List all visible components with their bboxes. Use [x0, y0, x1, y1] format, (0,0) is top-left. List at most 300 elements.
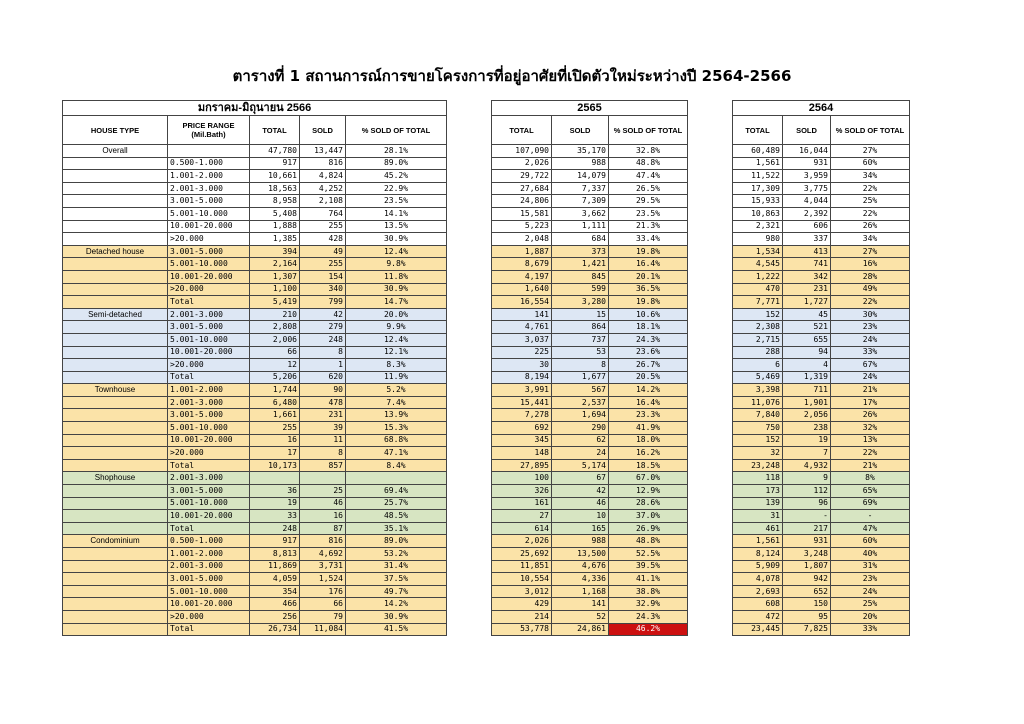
- table-row: [492, 510, 688, 523]
- cell-pct-sold: 30.9%: [346, 610, 447, 623]
- cell-total: 27,684: [492, 182, 552, 195]
- cell-total: 248: [250, 522, 300, 535]
- table-row: [63, 598, 447, 611]
- cell-sold: 42: [552, 485, 609, 498]
- cell-sold: 231: [783, 283, 831, 296]
- cell-total: 917: [250, 157, 300, 170]
- cell-pct-sold: 8.4%: [346, 459, 447, 472]
- table-row: [63, 333, 447, 346]
- cell-pct-sold: 33%: [831, 346, 910, 359]
- cell-sold: 1,807: [783, 560, 831, 573]
- cell-pct-sold: 26.7%: [609, 359, 688, 372]
- cell-pct-sold: 60%: [831, 157, 910, 170]
- cell-sold: 816: [300, 535, 346, 548]
- cell-pct-sold: 28.6%: [609, 497, 688, 510]
- cell-sold: 11: [300, 434, 346, 447]
- cell-sold: 10: [552, 510, 609, 523]
- cell-sold: 2,392: [783, 207, 831, 220]
- cell-sold: 9: [783, 472, 831, 485]
- cell-sold: 931: [783, 535, 831, 548]
- table-row: [492, 308, 688, 321]
- cell-total: 11,076: [733, 396, 783, 409]
- cell-total: 1,561: [733, 535, 783, 548]
- cell-sold: 66: [300, 598, 346, 611]
- col-header-pct-sold: % SOLD OF TOTAL: [831, 116, 910, 145]
- cell-pct-sold: 29.5%: [609, 195, 688, 208]
- cell-sold: 79: [300, 610, 346, 623]
- table-row: [492, 459, 688, 472]
- cell-total: 255: [250, 422, 300, 435]
- cell-sold: 62: [552, 434, 609, 447]
- cell-house-type: [63, 497, 168, 510]
- cell-house-type: [63, 409, 168, 422]
- table-row: [492, 396, 688, 409]
- panel-caption: 2564: [733, 101, 910, 116]
- cell-sold: 931: [783, 157, 831, 170]
- table-row: [492, 522, 688, 535]
- cell-total: 1,385: [250, 233, 300, 246]
- cell-house-type: [63, 510, 168, 523]
- cell-sold: 1,421: [552, 258, 609, 271]
- cell-total: 10,173: [250, 459, 300, 472]
- cell-total: 5,419: [250, 296, 300, 309]
- cell-sold: 87: [300, 522, 346, 535]
- cell-pct-sold: 52.5%: [609, 548, 688, 561]
- cell-sold: 373: [552, 245, 609, 258]
- cell-total: 4,545: [733, 258, 783, 271]
- col-header-house-type: HOUSE TYPE: [63, 116, 168, 145]
- cell-pct-sold: 32%: [831, 422, 910, 435]
- cell-total: 1,661: [250, 409, 300, 422]
- cell-sold: 46: [300, 497, 346, 510]
- table-row: [733, 321, 910, 334]
- table-row: [63, 182, 447, 195]
- table-row: [492, 157, 688, 170]
- cell-sold: 857: [300, 459, 346, 472]
- cell-sold: 4: [783, 359, 831, 372]
- cell-total: 118: [733, 472, 783, 485]
- cell-total: 345: [492, 434, 552, 447]
- cell-sold: 7,337: [552, 182, 609, 195]
- cell-pct-sold: 13.5%: [346, 220, 447, 233]
- table-row: [63, 195, 447, 208]
- table-row: [733, 308, 910, 321]
- cell-price-range: 3.001-5.000: [168, 485, 250, 498]
- cell-total: 25,692: [492, 548, 552, 561]
- table-row: [63, 258, 447, 271]
- cell-pct-sold: 32.8%: [609, 145, 688, 158]
- cell-total: 152: [733, 308, 783, 321]
- cell-sold: 112: [783, 485, 831, 498]
- cell-pct-sold: 37.0%: [609, 510, 688, 523]
- cell-price-range: [168, 145, 250, 158]
- col-header-sold: SOLD: [300, 116, 346, 145]
- cell-house-type: [63, 485, 168, 498]
- cell-pct-sold: 67.0%: [609, 472, 688, 485]
- cell-total: 60,489: [733, 145, 783, 158]
- cell-pct-sold: 38.8%: [609, 585, 688, 598]
- cell-sold: 816: [300, 157, 346, 170]
- cell-sold: 845: [552, 270, 609, 283]
- cell-pct-sold: 69%: [831, 497, 910, 510]
- panel-caption: 2565: [492, 101, 688, 116]
- cell-pct-sold: 30.9%: [346, 283, 447, 296]
- cell-total: 139: [733, 497, 783, 510]
- table-row: [492, 497, 688, 510]
- table-row: [733, 434, 910, 447]
- cell-pct-sold: 8%: [831, 472, 910, 485]
- cell-total: 3,991: [492, 384, 552, 397]
- cell-sold: 2,056: [783, 409, 831, 422]
- cell-total: 2,808: [250, 321, 300, 334]
- cell-sold: 8: [300, 346, 346, 359]
- cell-pct-sold: 34%: [831, 233, 910, 246]
- cell-pct-sold: 22%: [831, 182, 910, 195]
- cell-pct-sold: 8.3%: [346, 359, 447, 372]
- panel-caption: มกราคม-มิถุนายน 2566: [63, 101, 447, 116]
- cell-sold: 176: [300, 585, 346, 598]
- cell-house-type: [63, 195, 168, 208]
- table-row: [492, 233, 688, 246]
- cell-pct-sold: 15.3%: [346, 422, 447, 435]
- cell-pct-sold: 27%: [831, 245, 910, 258]
- table-row: [63, 447, 447, 460]
- cell-sold: 741: [783, 258, 831, 271]
- table-row: [733, 283, 910, 296]
- table-row: [733, 422, 910, 435]
- cell-pct-sold: 25.7%: [346, 497, 447, 510]
- cell-pct-sold: 31%: [831, 560, 910, 573]
- cell-house-type: Semi-detached: [63, 308, 168, 321]
- cell-total: 2,715: [733, 333, 783, 346]
- cell-sold: 3,959: [783, 170, 831, 183]
- cell-pct-sold: 18.0%: [609, 434, 688, 447]
- cell-sold: 599: [552, 283, 609, 296]
- cell-pct-sold: 34%: [831, 170, 910, 183]
- table-row: [63, 396, 447, 409]
- cell-sold: 96: [783, 497, 831, 510]
- cell-pct-sold: 41.9%: [609, 422, 688, 435]
- table-row: [733, 233, 910, 246]
- cell-total: 27: [492, 510, 552, 523]
- cell-total: 692: [492, 422, 552, 435]
- cell-pct-sold: 47%: [831, 522, 910, 535]
- cell-total: 17,309: [733, 182, 783, 195]
- cell-total: [250, 472, 300, 485]
- cell-total: 5,469: [733, 371, 783, 384]
- cell-sold: 1,168: [552, 585, 609, 598]
- cell-total: 461: [733, 522, 783, 535]
- cell-house-type: [63, 333, 168, 346]
- cell-total: 288: [733, 346, 783, 359]
- cell-total: 1,222: [733, 270, 783, 283]
- cell-pct-sold: 14.7%: [346, 296, 447, 309]
- table-row: [733, 598, 910, 611]
- cell-sold: 14,079: [552, 170, 609, 183]
- table-row: [492, 207, 688, 220]
- table-row: [492, 585, 688, 598]
- col-header-total: TOTAL: [250, 116, 300, 145]
- table-row: [733, 573, 910, 586]
- cell-total: 10,661: [250, 170, 300, 183]
- table-row: [733, 560, 910, 573]
- cell-sold: 53: [552, 346, 609, 359]
- cell-total: 4,078: [733, 573, 783, 586]
- cell-pct-sold: 24.3%: [609, 610, 688, 623]
- cell-total: 33: [250, 510, 300, 523]
- cell-pct-sold: 37.5%: [346, 573, 447, 586]
- cell-sold: 1,677: [552, 371, 609, 384]
- cell-sold: 4,692: [300, 548, 346, 561]
- cell-pct-sold: 45.2%: [346, 170, 447, 183]
- cell-total: 173: [733, 485, 783, 498]
- table-row: [63, 535, 447, 548]
- cell-house-type: Condominium: [63, 535, 168, 548]
- cell-sold: 11,084: [300, 623, 346, 636]
- cell-price-range: 2.001-3.000: [168, 308, 250, 321]
- table-row: [733, 359, 910, 372]
- table-row: [492, 182, 688, 195]
- cell-sold: 165: [552, 522, 609, 535]
- cell-pct-sold: 49.7%: [346, 585, 447, 598]
- cell-pct-sold: 47.4%: [609, 170, 688, 183]
- cell-pct-sold: 16.4%: [609, 258, 688, 271]
- cell-price-range: >20.000: [168, 283, 250, 296]
- cell-price-range: Total: [168, 296, 250, 309]
- table-row: [63, 207, 447, 220]
- cell-sold: 3,731: [300, 560, 346, 573]
- cell-total: 36: [250, 485, 300, 498]
- cell-total: 8,958: [250, 195, 300, 208]
- cell-total: 11,851: [492, 560, 552, 573]
- cell-sold: 95: [783, 610, 831, 623]
- cell-sold: 567: [552, 384, 609, 397]
- table-row: [733, 447, 910, 460]
- cell-sold: 2,537: [552, 396, 609, 409]
- cell-price-range: 2.001-3.000: [168, 182, 250, 195]
- table-row: [63, 522, 447, 535]
- cell-price-range: 10.001-20.000: [168, 270, 250, 283]
- cell-total: 26,734: [250, 623, 300, 636]
- cell-pct-sold: 11.9%: [346, 371, 447, 384]
- cell-sold: 1: [300, 359, 346, 372]
- table-row: [63, 270, 447, 283]
- cell-house-type: Overall: [63, 145, 168, 158]
- cell-sold: 25: [300, 485, 346, 498]
- table-row: [733, 258, 910, 271]
- cell-sold: 24: [552, 447, 609, 460]
- cell-sold: 7,825: [783, 623, 831, 636]
- cell-pct-sold: 18.1%: [609, 321, 688, 334]
- cell-total: 16: [250, 434, 300, 447]
- table-row: [63, 296, 447, 309]
- table-row: [492, 434, 688, 447]
- cell-total: 7,278: [492, 409, 552, 422]
- cell-total: 2,006: [250, 333, 300, 346]
- table-row: [492, 245, 688, 258]
- cell-house-type: [63, 459, 168, 472]
- cell-price-range: 3.001-5.000: [168, 321, 250, 334]
- cell-sold: 988: [552, 157, 609, 170]
- table-row: [733, 182, 910, 195]
- cell-pct-sold: 22%: [831, 207, 910, 220]
- table-row: [492, 359, 688, 372]
- cell-total: 2,321: [733, 220, 783, 233]
- cell-total: 152: [733, 434, 783, 447]
- cell-pct-sold: 21%: [831, 459, 910, 472]
- cell-pct-sold: 30%: [831, 308, 910, 321]
- cell-total: 66: [250, 346, 300, 359]
- cell-sold: 35,170: [552, 145, 609, 158]
- cell-sold: 45: [783, 308, 831, 321]
- table-row: [492, 283, 688, 296]
- cell-total: 354: [250, 585, 300, 598]
- cell-sold: 231: [300, 409, 346, 422]
- cell-price-range: 5.001-10.000: [168, 422, 250, 435]
- cell-pct-sold: 9.8%: [346, 258, 447, 271]
- cell-pct-sold: 24%: [831, 371, 910, 384]
- cell-house-type: Detached house: [63, 245, 168, 258]
- cell-pct-sold: 25%: [831, 195, 910, 208]
- cell-pct-sold: 24%: [831, 585, 910, 598]
- table-row: [492, 472, 688, 485]
- table-row: [63, 384, 447, 397]
- cell-total: 1,744: [250, 384, 300, 397]
- cell-sold: 4,336: [552, 573, 609, 586]
- cell-sold: 52: [552, 610, 609, 623]
- cell-house-type: [63, 170, 168, 183]
- cell-total: 1,307: [250, 270, 300, 283]
- cell-sold: 1,319: [783, 371, 831, 384]
- table-row: [492, 258, 688, 271]
- cell-house-type: Townhouse: [63, 384, 168, 397]
- table-row: [733, 220, 910, 233]
- cell-pct-sold: 20.0%: [346, 308, 447, 321]
- table-row: [733, 535, 910, 548]
- table-row: [63, 422, 447, 435]
- cell-price-range: >20.000: [168, 233, 250, 246]
- cell-house-type: [63, 258, 168, 271]
- cell-total: 4,059: [250, 573, 300, 586]
- cell-total: 5,206: [250, 371, 300, 384]
- cell-total: 47,780: [250, 145, 300, 158]
- cell-pct-sold: 39.5%: [609, 560, 688, 573]
- table-row: [63, 359, 447, 372]
- cell-total: 2,048: [492, 233, 552, 246]
- cell-sold: 652: [783, 585, 831, 598]
- cell-pct-sold: 26%: [831, 220, 910, 233]
- cell-total: 11,869: [250, 560, 300, 573]
- cell-total: 8,679: [492, 258, 552, 271]
- cell-price-range: 5.001-10.000: [168, 585, 250, 598]
- cell-sold: 337: [783, 233, 831, 246]
- table-2565: [491, 100, 688, 636]
- cell-sold: 864: [552, 321, 609, 334]
- cell-sold: 4,824: [300, 170, 346, 183]
- table-row: [63, 157, 447, 170]
- cell-sold: 13,500: [552, 548, 609, 561]
- cell-pct-sold: 22.9%: [346, 182, 447, 195]
- table-2564: [732, 100, 910, 636]
- cell-pct-sold: 22%: [831, 447, 910, 460]
- cell-total: 1,640: [492, 283, 552, 296]
- cell-pct-sold: 48.5%: [346, 510, 447, 523]
- table-row: [733, 371, 910, 384]
- cell-pct-sold: 24%: [831, 333, 910, 346]
- table-row: [733, 472, 910, 485]
- cell-sold: 1,524: [300, 573, 346, 586]
- cell-total: 15,441: [492, 396, 552, 409]
- cell-total: 225: [492, 346, 552, 359]
- table-row: [492, 296, 688, 309]
- cell-price-range: Total: [168, 623, 250, 636]
- cell-total: 11,522: [733, 170, 783, 183]
- cell-sold: 428: [300, 233, 346, 246]
- cell-total: 6: [733, 359, 783, 372]
- table-row: [63, 283, 447, 296]
- cell-pct-sold: 60%: [831, 535, 910, 548]
- cell-pct-sold: 12.4%: [346, 333, 447, 346]
- table-row: [733, 195, 910, 208]
- cell-price-range: >20.000: [168, 447, 250, 460]
- cell-price-range: Total: [168, 459, 250, 472]
- cell-pct-sold: 16.2%: [609, 447, 688, 460]
- table-row: [63, 409, 447, 422]
- cell-sold: 1,694: [552, 409, 609, 422]
- cell-sold: 988: [552, 535, 609, 548]
- table-row: [492, 333, 688, 346]
- cell-total: 7,840: [733, 409, 783, 422]
- cell-pct-sold: 47.1%: [346, 447, 447, 460]
- cell-pct-sold: 41.5%: [346, 623, 447, 636]
- table-row: [492, 598, 688, 611]
- cell-total: 17: [250, 447, 300, 460]
- table-row: [733, 270, 910, 283]
- col-header-sold: SOLD: [783, 116, 831, 145]
- cell-house-type: [63, 573, 168, 586]
- cell-pct-sold: 12.1%: [346, 346, 447, 359]
- table-row: [63, 220, 447, 233]
- cell-pct-sold: 23.5%: [609, 207, 688, 220]
- cell-total: 161: [492, 497, 552, 510]
- cell-total: 917: [250, 535, 300, 548]
- cell-pct-sold: 16.4%: [609, 396, 688, 409]
- cell-total: 466: [250, 598, 300, 611]
- cell-price-range: 3.001-5.000: [168, 245, 250, 258]
- cell-total: 472: [733, 610, 783, 623]
- cell-price-range: 10.001-20.000: [168, 598, 250, 611]
- cell-total: 608: [733, 598, 783, 611]
- table-row: [733, 497, 910, 510]
- cell-pct-sold: 48.8%: [609, 157, 688, 170]
- cell-sold: 238: [783, 422, 831, 435]
- cell-house-type: Shophouse: [63, 472, 168, 485]
- cell-sold: 7,309: [552, 195, 609, 208]
- cell-pct-sold: 20.1%: [609, 270, 688, 283]
- cell-price-range: 0.500-1.000: [168, 157, 250, 170]
- cell-total: 2,026: [492, 535, 552, 548]
- table-row: [492, 220, 688, 233]
- cell-price-range: 3.001-5.000: [168, 195, 250, 208]
- table-row: [492, 145, 688, 158]
- cell-pct-sold: 28%: [831, 270, 910, 283]
- cell-sold: 3,775: [783, 182, 831, 195]
- cell-price-range: 5.001-10.000: [168, 258, 250, 271]
- col-header-sold: SOLD: [552, 116, 609, 145]
- cell-total: 5,408: [250, 207, 300, 220]
- cell-price-range: 2.001-3.000: [168, 560, 250, 573]
- cell-price-range: 1.001-2.000: [168, 170, 250, 183]
